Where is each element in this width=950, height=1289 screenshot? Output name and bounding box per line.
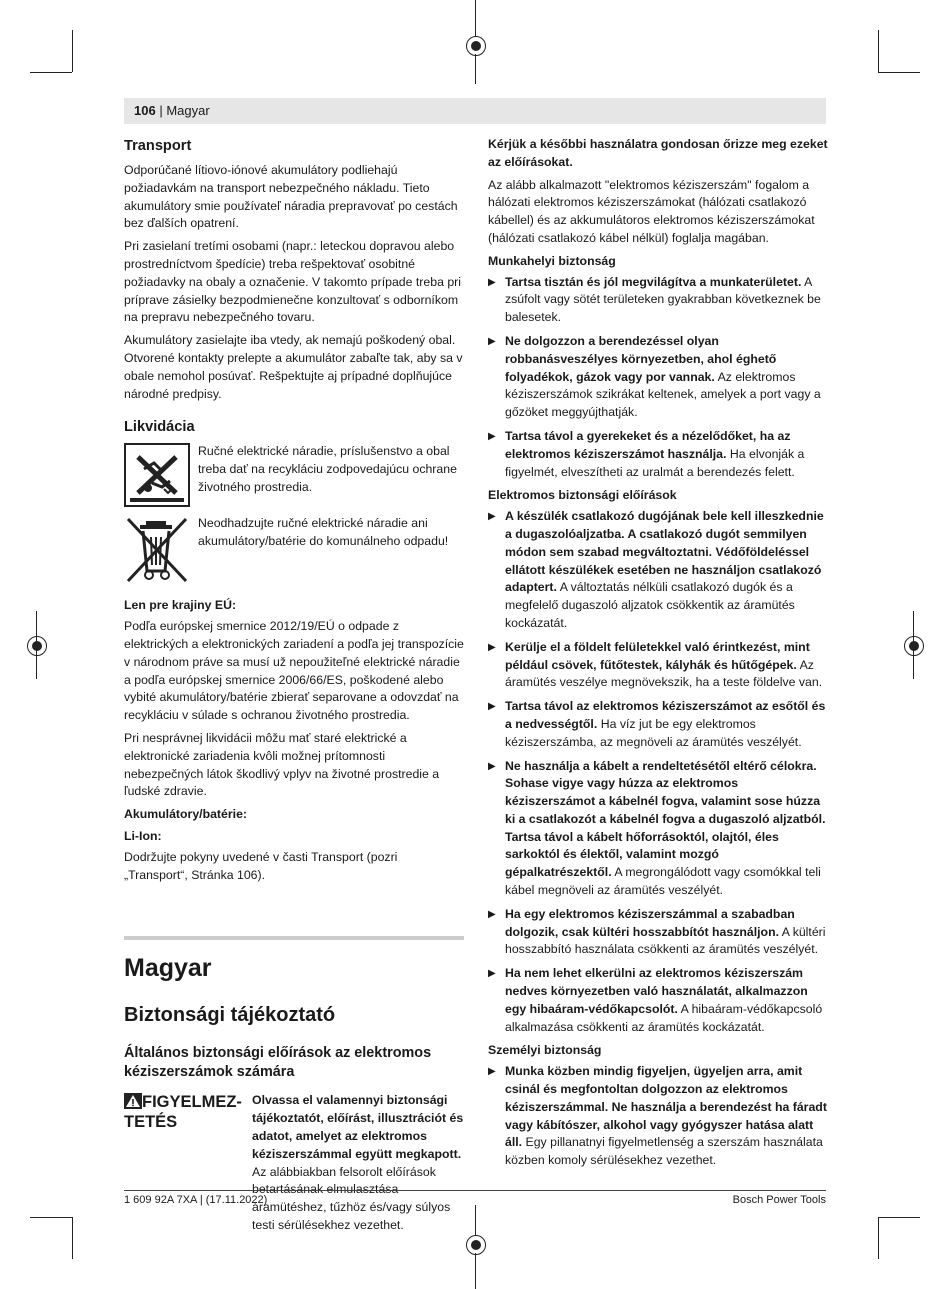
bullet-item: ▶ Tartsa tisztán és jól megvilágítva a munkaterületet. A zsúfolt vagy sötét területeken gyakrabban következnek be balesetek. (488, 274, 828, 327)
warning-triangle-icon (124, 1093, 142, 1109)
crop-mark (475, 0, 476, 36)
crop-mark (72, 30, 73, 72)
paragraph: Pri nesprávnej likvidácii môžu mať staré elektrické a elektronické zariadenia kvôli možnej prítomnosti nebezpečných látok škodlivý vplyv na životné prostredie a ľudské zdravie. (124, 730, 440, 799)
recycle-row (124, 443, 464, 507)
bullet-item: ▶ A készülék csatlakozó dugójának bele kell illeszkednie a dugaszolóaljzatba. A csatlakozó dugót semmilyen módon sem szabad megváltoztatni. Védőföldeléssel ellátott készülékek esetében ne használjon csatlakozó adaptert. A változtatás nélküli csatlakozó dugók és a megfelelő dugaszoló aljzatok csökkentik az áramütés kockázatát. (488, 508, 828, 633)
transport-heading: Transport (124, 138, 192, 154)
warning-label: FIGYELMEZ-TETÉS (124, 1093, 242, 1132)
section-divider (124, 936, 464, 940)
crop-mark (878, 1217, 879, 1259)
intro-paragraph: Az alább alkalmazott "elektromos kéziszerszám" fogalom a hálózati elektromos kéziszerszámokat (hálózati csatlakozó kábellel) és az akkumulátoros elektromos kéziszerszámokat (hálózati csatlakozó kábel nélkül) foglalja magában. (488, 177, 815, 245)
brand-name: Bosch Power Tools (732, 1194, 826, 1206)
bullet-item: ▶ Tartsa távol a gyerekeket és a nézelődőket, ha az elektromos kéziszerszámot használja. Ha elvonják a figyelmét, elveszítheti az uralmát a berendezés felett. (488, 428, 828, 481)
paragraph: Akumulátory zasielajte iba vtedy, ak nemajú poškodený obal. Otvorené kontakty prelepte a akumulátor zabaľte tak, aby sa v obale nemohol posúvať. Rešpektujte aj prípadné doplňujúce národné predpisy. (124, 333, 463, 401)
crop-mark (475, 1205, 476, 1235)
batteries-heading: Akumulátory/batérie: (124, 807, 247, 822)
bin-text: Neodhadzujte ručné elektrické náradie ani akumulátory/batérie do komunálneho odpadu! (198, 516, 449, 549)
bullet-item: ▶ Ne dolgozzon a berendezéssel olyan robbanásveszélyes környezetben, ahol éghető folyadékok, gázok vagy por vannak. Az elektromos kéziszerszámok szikrákat keltenek, amelyek a port vagy a gőzöket meggyújthatják. (488, 333, 828, 422)
paragraph: Dodržujte pokyny uvedené v časti Transport (pozri „Transport“, Stránka 106). (124, 849, 398, 882)
page-number: 106 (134, 103, 156, 118)
electrical-list (488, 508, 828, 1036)
paragraph: Pri zasielaní tretími osobami (napr.: leteckou dopravou alebo prostredníctvom špedície) treba rešpektovať osobitné požiadavky na obaly a označenie. V takomto prípade treba pri príprave zásielky bezpodmienečne konzultovať s odborníkom na prepravu nebezpečného tovaru. (124, 239, 462, 325)
right-column (488, 136, 828, 1176)
page-header (124, 98, 826, 124)
work-safety-heading: Munkahelyi biztonság (488, 253, 616, 268)
crop-mark (475, 1253, 476, 1289)
header-separator: | (159, 103, 163, 118)
eu-heading: Len pre krajiny EÚ: (124, 598, 237, 613)
header-language: Magyar (166, 103, 210, 118)
liion-heading: Li-Ion: (124, 828, 162, 843)
general-title: Általános biztonsági előírások az elektromos kéziszerszámok számára (124, 1045, 432, 1081)
warning-block (124, 1092, 464, 1234)
registration-mark-icon (466, 1235, 486, 1255)
personal-safety-heading: Személyi biztonság (488, 1043, 602, 1058)
document-code: 1 609 92A 7XA | (17.11.2022) (124, 1194, 268, 1206)
keep-instructions: Kérjük a későbbi használatra gondosan őrizze meg ezeket az előírásokat. (488, 137, 828, 169)
warning-text: Olvassa el valamennyi biztonsági tájékoztatót, előírást, illusztrációt és adatot, amelyet az elektromos kéziszerszámmal együtt megkapott. Az alábbiakban felsorolt előírások betartásának elmulasztása áramütéshez, tűzhöz és/vagy súlyos testi sérülésekhez vezethet. (252, 1093, 464, 1232)
bullet-item: ▶ Ne használja a kábelt a rendeltetésétől eltérő célokra. Sohase vigye vagy húzza az elektromos kéziszerszámot a kábelnél fogva, valamint sose húzza ki a csatlakozót a kábelnél fogva a dugaszoló aljzatból. Tartsa távol a kábelt hőforrásoktól, olajtól, éles sarkoktól és élektől, valamint mozgó gépalkatrészektől. A megrongálódott vagy csomókkal teli kábel megnöveli az áramütés veszélyét. (488, 758, 828, 900)
work-list (488, 274, 828, 482)
recycle-text: Ručné elektrické náradie, príslušenstvo a obal treba dať na recykláciu zodpovedajúcu ochrane životného prostredia. (198, 444, 457, 494)
electrical-safety-heading: Elektromos biztonsági előírások (488, 488, 677, 503)
bullet-item: ▶ Munka közben mindig figyeljen, ügyeljen arra, amit csinál és megfontoltan dolgozzon az elektromos kéziszerszámmal. Ne használja a berendezést ha fáradt vagy kábítószer, alkohol vagy gyógyszer hatása alatt áll. Egy pillanatnyi figyelmetlenség a szerszám használata közben komoly sérülésekhez vezethet. (488, 1063, 828, 1170)
crop-mark (878, 30, 879, 72)
registration-mark-icon (27, 636, 47, 656)
left-column (124, 136, 464, 1235)
crop-mark (878, 1217, 920, 1218)
bullet-item: ▶ Tartsa távol az elektromos kéziszerszámot az esőtől és a nedvességtől. Ha víz jut be egy elektromos kéziszerszámba, az megnöveli az áramütés veszélyét. (488, 698, 828, 751)
safety-title: Biztonsági tájékoztató (124, 1004, 336, 1027)
registration-mark-icon (904, 636, 924, 656)
section-title: Magyar (124, 954, 212, 983)
bullet-item: ▶ Ha nem lehet elkerülni az elektromos kéziszerszám nedves környezetben való használatát, alkalmazzon egy hibaáram-védőkapcsolót. A hibaáram-védőkapcsoló alkalmazása csökkenti az áramütés kockázatát. (488, 965, 828, 1036)
crop-mark (878, 72, 920, 73)
likvidacia-heading: Likvidácia (124, 419, 195, 436)
bullet-item: ▶ Ha egy elektromos kéziszerszámmal a szabadban dolgozik, csak kültéri hosszabbítót használjon. A kültéri hosszabbító használata csökkenti az áramütés veszélyét. (488, 906, 828, 959)
bin-row (124, 515, 464, 585)
recycling-symbol-icon (124, 443, 190, 507)
crop-mark (30, 72, 72, 73)
bullet-item: ▶ Kerülje el a földelt felületekkel való érintkezést, mint például csövek, fűtőtestek, kályhák és hűtőgépek. Az áramütés veszélye megnövekszik, ha a teste földelve van. (488, 639, 828, 692)
registration-mark-icon (466, 36, 486, 56)
personal-list (488, 1063, 828, 1170)
paragraph: Podľa európskej smernice 2012/19/EÚ o odpade z elektrických a elektronických zariadení a podľa jej transpozície v národnom práve sa musí už nepoužiteľné elektrické náradie a podľa európskej smernice 2006/66/ES, poškodené alebo vybité akumulátory/batérie zbierať separovane a odovzdať na recykláciu v súlade s ochranou životného prostredia. (124, 619, 464, 723)
paragraph: Odporúčané lítiovo-iónové akumulátory podliehajú požiadavkám na transport nebezpečného nákladu. Tieto akumulátory smie používateľ náradia prepravovať po cestách bez ďalších opatrení. (124, 163, 458, 231)
crop-mark (72, 1217, 73, 1259)
crop-mark (475, 54, 476, 84)
page-footer (124, 1190, 826, 1206)
crop-mark (30, 1217, 72, 1218)
crossed-out-bin-icon (124, 515, 190, 585)
